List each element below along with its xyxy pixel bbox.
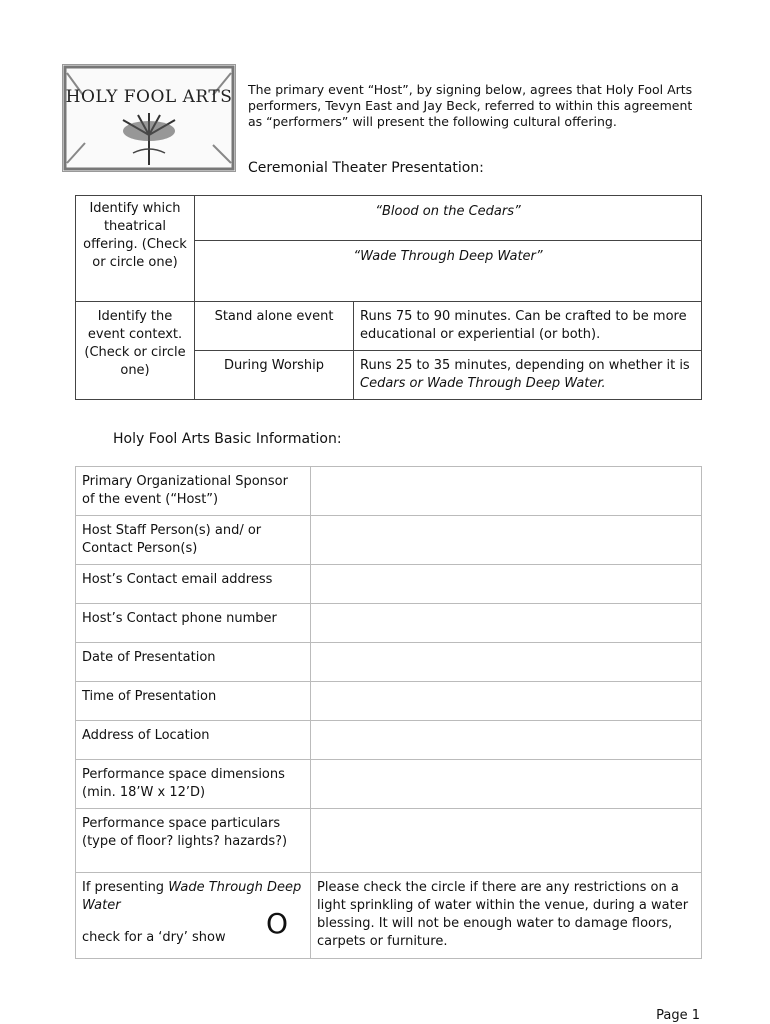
water-note: Please check the circle if there are any restrictions on a light sprinkling of water within the venue, during a water blessing. It will not be enough water to damage floors, carpets or furniture. bbox=[311, 873, 702, 959]
particulars-label: Performance space particulars bbox=[82, 816, 281, 831]
tree-illustration-icon bbox=[63, 65, 235, 171]
input-dimensions[interactable] bbox=[311, 760, 702, 809]
logo-text: HOLY FOOL ARTS bbox=[65, 87, 233, 107]
input-email[interactable] bbox=[311, 565, 702, 604]
worship-desc-italic: Cedars or Wade Through Deep Water. bbox=[360, 376, 606, 391]
input-phone[interactable] bbox=[311, 604, 702, 643]
dimensions-sub: (min. 18’W x 12’D) bbox=[82, 785, 206, 800]
water-label-italic: Wade Through Deep Water bbox=[82, 880, 302, 913]
section-title: Holy Fool Arts Basic Information: bbox=[113, 431, 342, 447]
row-label-email: Host’s Contact email address bbox=[76, 565, 311, 604]
row-label-dimensions bbox=[76, 760, 311, 809]
water-label-plain: If presenting bbox=[82, 880, 169, 895]
row-label-time: Time of Presentation bbox=[76, 682, 311, 721]
row-label-particulars bbox=[76, 809, 311, 873]
row-label-address: Address of Location bbox=[76, 721, 311, 760]
input-staff[interactable] bbox=[311, 516, 702, 565]
context-label: Identify the event context. (Check or circle one) bbox=[76, 302, 195, 400]
dry-show-circle[interactable]: O bbox=[265, 907, 288, 940]
row-label-staff: Host Staff Person(s) and/ or Contact Person(s) bbox=[76, 516, 311, 565]
context-during-worship-desc bbox=[354, 351, 702, 400]
context-stand-alone[interactable]: Stand alone event bbox=[195, 302, 354, 351]
presentation-subtitle: Ceremonial Theater Presentation: bbox=[248, 160, 484, 176]
water-label-cell bbox=[76, 873, 311, 959]
info-table bbox=[75, 466, 702, 959]
offering-label: Identify which theatrical offering. (Check or circle one) bbox=[76, 196, 195, 302]
offering-table bbox=[75, 195, 702, 400]
dimensions-label: Performance space dimensions bbox=[82, 767, 285, 782]
particulars-sub: (type of floor? lights? hazards?) bbox=[82, 834, 288, 849]
row-label-sponsor: Primary Organizational Sponsor of the event (“Host”) bbox=[76, 467, 311, 516]
dry-show-text: check for a ‘dry’ show bbox=[82, 930, 226, 945]
row-label-phone: Host’s Contact phone number bbox=[76, 604, 311, 643]
input-time[interactable] bbox=[311, 682, 702, 721]
intro-paragraph: The primary event “Host”, by signing below, agrees that Holy Fool Arts performers, Tevyn East and Jay Beck, referred to within this agreement as “performers” will present the following cultural offering. bbox=[248, 82, 693, 129]
context-during-worship[interactable]: During Worship bbox=[195, 351, 354, 400]
option-blood-on-the-cedars[interactable]: “Blood on the Cedars” bbox=[195, 196, 702, 241]
context-stand-alone-desc: Runs 75 to 90 minutes. Can be crafted to be more educational or experiential (or both). bbox=[354, 302, 702, 351]
input-sponsor[interactable] bbox=[311, 467, 702, 516]
input-address[interactable] bbox=[311, 721, 702, 760]
page-number: Page 1 bbox=[656, 1008, 700, 1023]
worship-desc-text: Runs 25 to 35 minutes, depending on whether it is bbox=[360, 358, 690, 373]
holy-fool-arts-logo bbox=[62, 64, 236, 172]
input-particulars[interactable] bbox=[311, 809, 702, 873]
row-label-date: Date of Presentation bbox=[76, 643, 311, 682]
input-date[interactable] bbox=[311, 643, 702, 682]
option-wade-through-deep-water[interactable]: “Wade Through Deep Water” bbox=[195, 241, 702, 302]
